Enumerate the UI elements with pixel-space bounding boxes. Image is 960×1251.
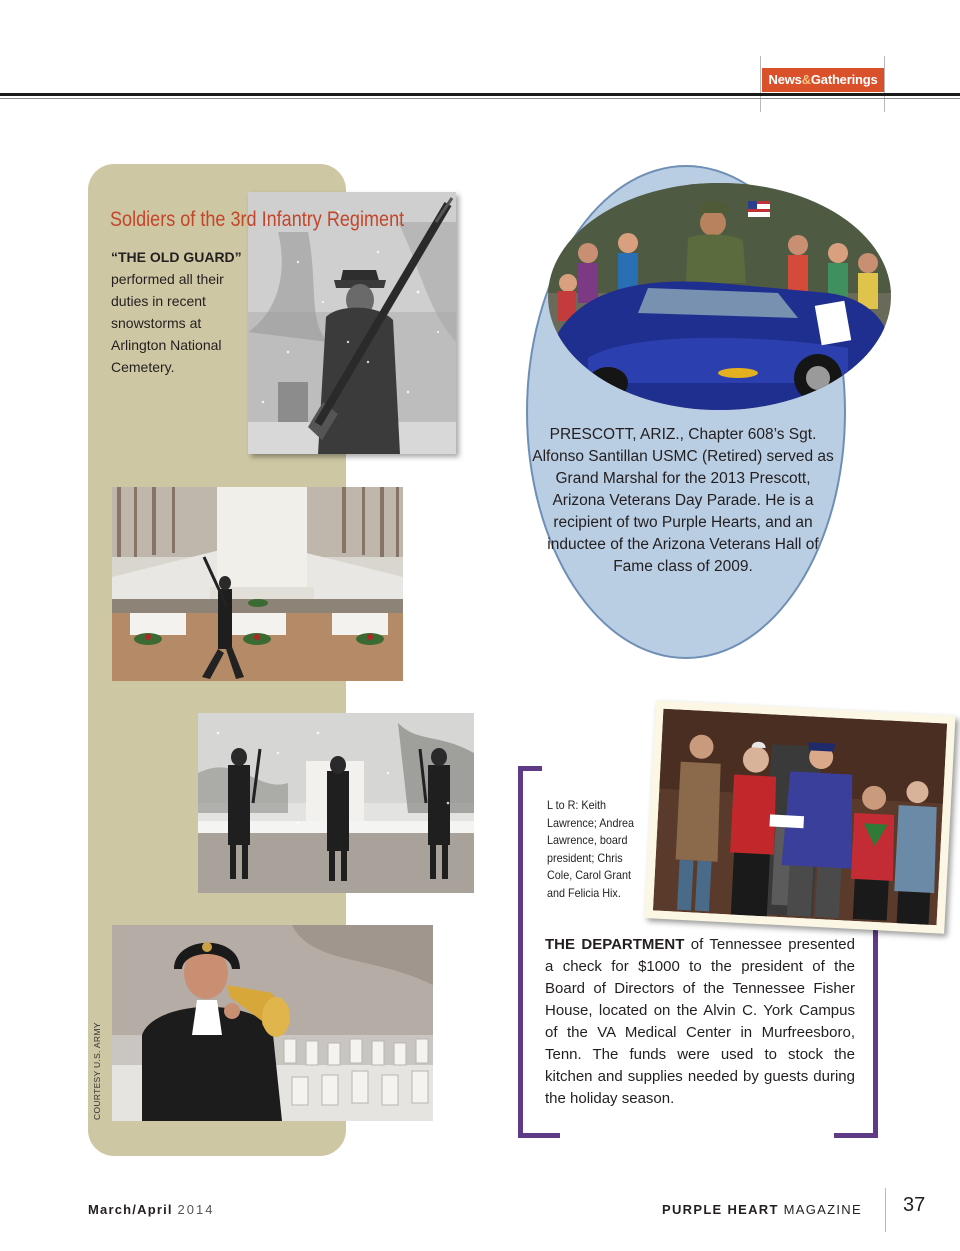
photo-bugler bbox=[112, 925, 433, 1121]
section-tag-news: News bbox=[768, 72, 802, 87]
section-tag bbox=[762, 68, 884, 92]
header-rule-thin bbox=[0, 98, 960, 99]
photo-tomb-guard bbox=[112, 487, 403, 681]
soldiers-caption-lead: “THE OLD GUARD” bbox=[111, 249, 242, 265]
soldiers-caption bbox=[111, 246, 251, 378]
tennessee-text bbox=[545, 934, 855, 1110]
footer-issue-date bbox=[88, 1202, 214, 1217]
footer-issue-month: March/April bbox=[88, 1202, 173, 1217]
header-rule bbox=[0, 93, 960, 96]
frame-gap-bottom bbox=[560, 1130, 834, 1140]
tennessee-text-body: of Tennessee presented a check for $1000 to the president of the Board of Directors of the Tennessee Fisher House, located on the Alvin C. York Campus of the VA Medical Center in Murfreesboro, Tenn. The funds were used to stock the kitchen and supplies needed by guests during the holiday season. bbox=[545, 936, 855, 1107]
group-photo-caption: L to R: Keith Lawrence; Andrea Lawrence, board president; Chris Cole, Carol Grant and Felicia Hix. bbox=[547, 798, 635, 900]
footer-divider bbox=[885, 1188, 886, 1232]
page-number: 37 bbox=[903, 1194, 926, 1216]
tennessee-text-lead: THE DEPARTMENT bbox=[545, 936, 685, 953]
section-tag-gatherings: Gatherings bbox=[810, 72, 878, 87]
soldiers-title: Soldiers of the 3rd Infantry Regiment bbox=[110, 208, 405, 231]
prescott-caption: PRESCOTT, ARIZ., Chapter 608’s Sgt. Alfonso Santillan USMC (Retired) served as Grand Marshal for the 2013 Prescott, Arizona Veterans Day Parade. He is a recipient of two Purple Hearts, and an inductee of the Arizona Veterans Hall of Fame class of 2009. bbox=[532, 426, 834, 575]
photo-group-check bbox=[645, 700, 956, 933]
soldiers-caption-rest: performed all their duties in recent snowstorms at Arlington National Cemetery. bbox=[111, 271, 224, 375]
frame-corner-top-left bbox=[518, 766, 542, 771]
footer-issue-year: 2014 bbox=[177, 1202, 215, 1217]
photo-three-guards bbox=[198, 713, 474, 893]
header-tick-right bbox=[884, 56, 885, 112]
header-tick-left bbox=[760, 56, 761, 112]
footer-magazine-light: MAGAZINE bbox=[783, 1202, 862, 1217]
footer-magazine-name bbox=[662, 1202, 862, 1217]
section-tag-amp: & bbox=[801, 72, 811, 87]
photo-parade-corvette bbox=[548, 183, 891, 410]
footer-magazine-bold: PURPLE HEART bbox=[662, 1202, 779, 1217]
photo-credit: COURTESY U.S. ARMY bbox=[92, 1022, 102, 1120]
